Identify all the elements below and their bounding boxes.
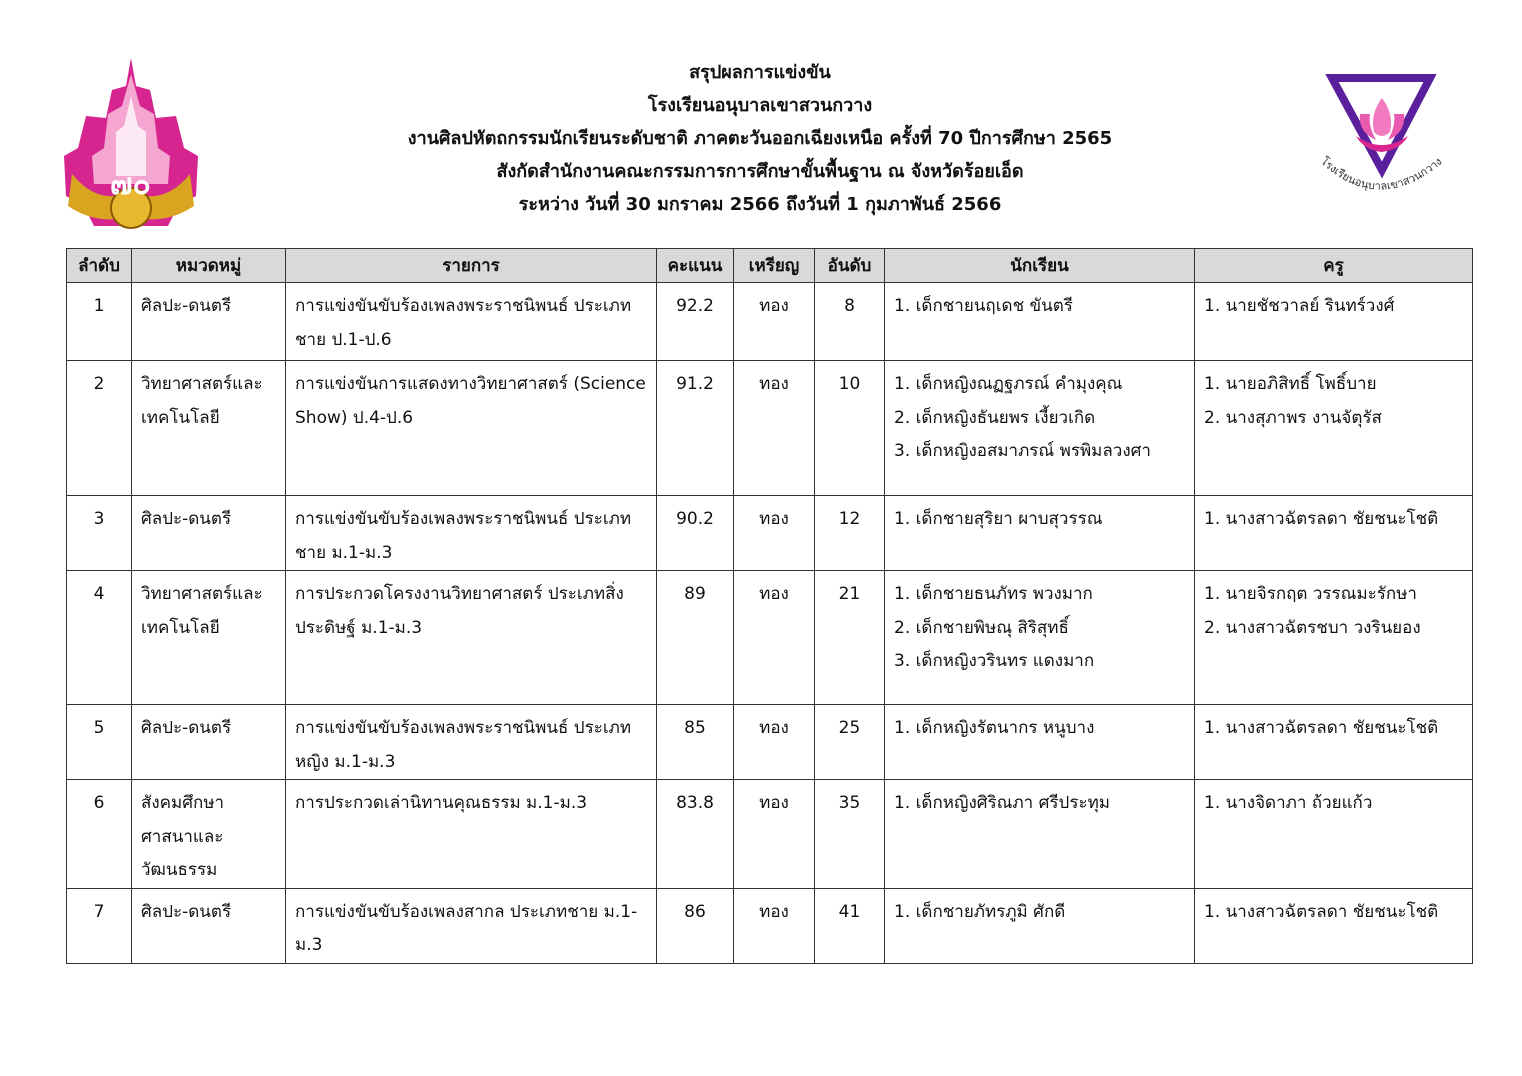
row-no: 4	[67, 571, 132, 705]
col-header-students: นักเรียน	[885, 249, 1195, 283]
row-rank: 12	[815, 496, 885, 571]
col-header-no: ลำดับ	[67, 249, 132, 283]
row-score: 91.2	[657, 361, 734, 496]
col-header-score: คะแนน	[657, 249, 734, 283]
row-no: 6	[67, 780, 132, 889]
row-medal: ทอง	[734, 361, 815, 496]
col-header-medal: เหรียญ	[734, 249, 815, 283]
col-header-item: รายการ	[286, 249, 657, 283]
row-no: 3	[67, 496, 132, 571]
teacher-name: 2. นางสาวฉัตรชบา วงรินยอง	[1204, 617, 1421, 638]
row-category: ศิลปะ-ดนตรี	[132, 888, 286, 963]
row-teachers	[1195, 780, 1473, 889]
row-teachers	[1195, 361, 1473, 496]
table-row	[67, 283, 1473, 361]
row-medal: ทอง	[734, 780, 815, 889]
table-header-row	[67, 249, 1473, 283]
teacher-name: 1. นายจิรกฤต วรรณมะรักษา	[1204, 584, 1417, 604]
col-header-rank: อันดับ	[815, 249, 885, 283]
table-row	[67, 888, 1473, 963]
row-rank: 35	[815, 780, 885, 889]
results-table	[66, 248, 1473, 964]
row-item: การประกวดเล่านิทานคุณธรรม ม.1-ม.3	[286, 780, 657, 889]
row-medal: ทอง	[734, 888, 815, 963]
row-teachers	[1195, 496, 1473, 571]
row-item: การแข่งขันขับร้องเพลงสากล ประเภทชาย ม.1-ม.3	[286, 888, 657, 963]
row-medal: ทอง	[734, 705, 815, 780]
row-students	[885, 571, 1195, 705]
header-title: สรุปผลการแข่งขัน	[689, 62, 831, 83]
row-rank: 21	[815, 571, 885, 705]
table-row	[67, 571, 1473, 705]
table-row	[67, 361, 1473, 496]
teacher-name: 2. นางสุภาพร งานจัตุรัส	[1204, 407, 1382, 428]
row-students	[885, 705, 1195, 780]
student-name: 3. เด็กหญิงอสมาภรณ์ พรพิมลวงศา	[894, 441, 1151, 461]
col-header-teachers: ครู	[1195, 249, 1473, 283]
school-logo-text: โรงเรียนอนุบาลเขาสวนกวาง	[1318, 154, 1445, 193]
col-header-category: หมวดหมู่	[132, 249, 286, 283]
row-students	[885, 888, 1195, 963]
row-score: 89	[657, 571, 734, 705]
row-item: การแข่งขันขับร้องเพลงพระราชนิพนธ์ ประเภทชาย ม.1-ม.3	[286, 496, 657, 571]
teacher-name: 1. นางจิดาภา ถ้วยแก้ว	[1204, 793, 1373, 813]
row-category: สังคมศึกษา ศาสนาและวัฒนธรรม	[132, 780, 286, 889]
row-teachers	[1195, 571, 1473, 705]
student-name: 2. เด็กชายพิษณุ สิริสุทธิ์	[894, 617, 1069, 638]
header-school-name: โรงเรียนอนุบาลเขาสวนกวาง	[647, 95, 873, 116]
header-event-name: งานศิลปหัตถกรรมนักเรียนระดับชาติ ภาคตะวันออกเฉียงเหนือ ครั้งที่ 70 ปีการศึกษา 2565	[407, 128, 1113, 149]
student-name: 1. เด็กหญิงณฏฐภรณ์ คำมุงคุณ	[894, 374, 1123, 394]
row-teachers	[1195, 283, 1473, 361]
row-item: การประกวดโครงงานวิทยาศาสตร์ ประเภทสิ่งประดิษฐ์ ม.1-ม.3	[286, 571, 657, 705]
row-students	[885, 496, 1195, 571]
row-score: 90.2	[657, 496, 734, 571]
teacher-name: 1. นายอภิสิทธิ์ โพธิ์บาย	[1204, 374, 1377, 394]
student-name: 1. เด็กชายสุริยา ผาบสุวรรณ	[894, 509, 1103, 529]
row-no: 5	[67, 705, 132, 780]
row-students	[885, 780, 1195, 889]
row-rank: 25	[815, 705, 885, 780]
student-name: 2. เด็กหญิงธันยพร เงี้ยวเกิด	[894, 407, 1096, 428]
header-organizer: สังกัดสำนักงานคณะกรรมการการศึกษาขั้นพื้นฐาน ณ จังหวัดร้อยเอ็ด	[496, 161, 1024, 182]
row-category: วิทยาศาสตร์และเทคโนโลยี	[132, 571, 286, 705]
teacher-name: 1. นางสาวฉัตรลดา ชัยชนะโชติ	[1204, 901, 1439, 922]
header-dates: ระหว่าง วันที่ 30 มกราคม 2566 ถึงวันที่ 1 กุมภาพันธ์ 2566	[518, 194, 1002, 215]
student-name: 1. เด็กชายภัทรภูมิ ศักดี	[894, 901, 1066, 922]
student-name: 1. เด็กหญิงศิริณภา ศรีประทุม	[894, 793, 1110, 813]
row-medal: ทอง	[734, 496, 815, 571]
teacher-name: 1. นายชัชวาลย์ รินทร์วงศ์	[1204, 296, 1395, 316]
event-logo-numeral: ๗๐	[110, 167, 151, 202]
row-score: 92.2	[657, 283, 734, 361]
table-row	[67, 780, 1473, 889]
student-name: 3. เด็กหญิงวรินทร แดงมาก	[894, 651, 1095, 671]
row-no: 2	[67, 361, 132, 496]
row-category: ศิลปะ-ดนตรี	[132, 496, 286, 571]
row-students	[885, 361, 1195, 496]
student-name: 1. เด็กชายธนภัทร พวงมาก	[894, 584, 1093, 604]
row-item: การแข่งขันขับร้องเพลงพระราชนิพนธ์ ประเภทชาย ป.1-ป.6	[286, 283, 657, 361]
row-no: 1	[67, 283, 132, 361]
row-medal: ทอง	[734, 571, 815, 705]
document-header	[300, 56, 1220, 221]
row-item: การแข่งขันการแสดงทางวิทยาศาสตร์ (Science Show) ป.4-ป.6	[286, 361, 657, 496]
row-score: 85	[657, 705, 734, 780]
row-no: 7	[67, 888, 132, 963]
row-medal: ทอง	[734, 283, 815, 361]
row-teachers	[1195, 888, 1473, 963]
row-item: การแข่งขันขับร้องเพลงพระราชนิพนธ์ ประเภทหญิง ม.1-ม.3	[286, 705, 657, 780]
teacher-name: 1. นางสาวฉัตรลดา ชัยชนะโชติ	[1204, 718, 1439, 738]
row-teachers	[1195, 705, 1473, 780]
row-category: วิทยาศาสตร์และเทคโนโลยี	[132, 361, 286, 496]
row-students	[885, 283, 1195, 361]
table-row	[67, 496, 1473, 571]
row-rank: 10	[815, 361, 885, 496]
row-score: 86	[657, 888, 734, 963]
event-70th-logo	[58, 56, 204, 234]
student-name: 1. เด็กหญิงรัตนากร หนูบาง	[894, 718, 1095, 738]
row-rank: 41	[815, 888, 885, 963]
row-category: ศิลปะ-ดนตรี	[132, 705, 286, 780]
school-logo	[1310, 70, 1460, 210]
table-row	[67, 705, 1473, 780]
row-rank: 8	[815, 283, 885, 361]
row-category: ศิลปะ-ดนตรี	[132, 283, 286, 361]
row-score: 83.8	[657, 780, 734, 889]
student-name: 1. เด็กชายนฤเดช ขันตรี	[894, 296, 1073, 316]
teacher-name: 1. นางสาวฉัตรลดา ชัยชนะโชติ	[1204, 509, 1439, 529]
